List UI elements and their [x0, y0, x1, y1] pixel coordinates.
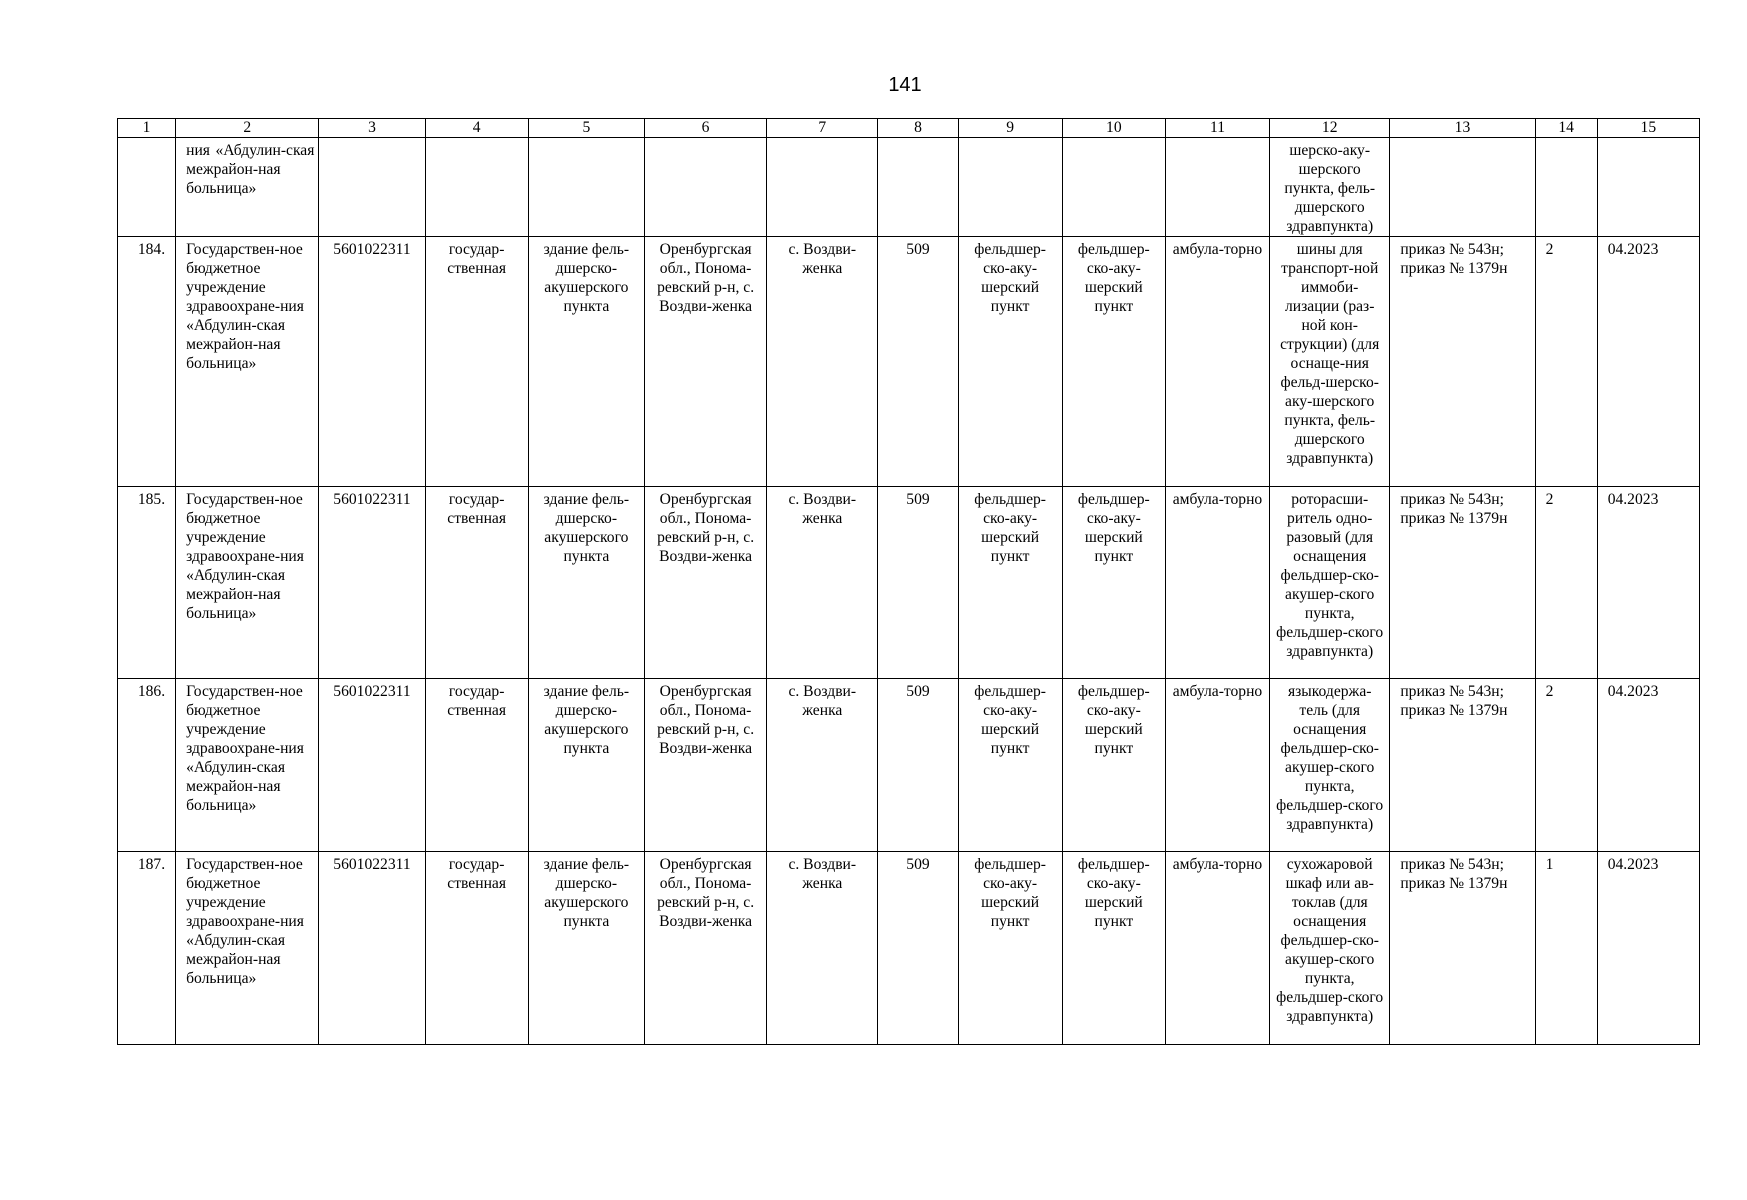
cell-ownership: государ-ственная — [425, 487, 528, 679]
cell-equipment: сухожаровой шкаф или ав-токлав (для оснащения фельдшер-ско-акушер-ского пункта, фельдшер-ского здравпункта) — [1270, 852, 1390, 1045]
cell-row-number: 185. — [118, 487, 176, 679]
cell-empty — [1062, 138, 1165, 237]
column-number: 6 — [644, 119, 766, 138]
cell-settlement: с. Воздви-женка — [767, 679, 878, 852]
cell-unit: фельдшер-ско-аку-шерский пункт — [958, 487, 1062, 679]
cell-quantity: 1 — [1535, 852, 1597, 1045]
cell-equipment-continued: шерско-аку-шерского пункта, фель-дшерского здравпункта) — [1270, 138, 1390, 237]
cell-unit-type: фельдшер-ско-аку-шерский пункт — [1062, 487, 1165, 679]
cell-address: Оренбургская обл., Понома-ревский р-н, с. Воздви-женка — [644, 487, 766, 679]
cell-building: здание фель-дшерско-акушерского пункта — [528, 487, 644, 679]
cell-empty — [878, 138, 958, 237]
column-number: 14 — [1535, 119, 1597, 138]
cell-empty — [319, 138, 425, 237]
continuation-row — [118, 138, 1700, 237]
cell-quantity: 2 — [1535, 487, 1597, 679]
cell-unit-type: фельдшер-ско-аку-шерский пункт — [1062, 237, 1165, 487]
cell-condition: амбула-торно — [1165, 237, 1269, 487]
page-number: 141 — [888, 74, 922, 96]
cell-address: Оренбургская обл., Понома-ревский р-н, с. Воздви-женка — [644, 237, 766, 487]
cell-ownership: государ-ственная — [425, 679, 528, 852]
cell-quantity: 2 — [1535, 237, 1597, 487]
cell-ownership: государ-ственная — [425, 852, 528, 1045]
cell-unit: фельдшер-ско-аку-шерский пункт — [958, 237, 1062, 487]
table-row — [118, 487, 1700, 679]
cell-code: 509 — [878, 237, 958, 487]
cell-settlement: с. Воздви-женка — [767, 852, 878, 1045]
column-number: 7 — [767, 119, 878, 138]
cell-date: 04.2023 — [1597, 852, 1699, 1045]
cell-inn: 5601022311 — [319, 487, 425, 679]
column-number: 12 — [1270, 119, 1390, 138]
cell-unit-type: фельдшер-ско-аку-шерский пункт — [1062, 679, 1165, 852]
cell-empty — [528, 138, 644, 237]
cell-order: приказ № 543н; приказ № 1379н — [1390, 852, 1535, 1045]
table-row — [118, 679, 1700, 852]
cell-code: 509 — [878, 852, 958, 1045]
cell-date: 04.2023 — [1597, 679, 1699, 852]
cell-empty — [1597, 138, 1699, 237]
cell-code: 509 — [878, 487, 958, 679]
cell-order: приказ № 543н; приказ № 1379н — [1390, 237, 1535, 487]
cell-condition: амбула-торно — [1165, 679, 1269, 852]
cell-code: 509 — [878, 679, 958, 852]
cell-settlement: с. Воздви-женка — [767, 237, 878, 487]
table-row — [118, 852, 1700, 1045]
cell-institution-continued: ния «Абдулин-ская межрайон-ная больница» — [176, 138, 319, 237]
cell-unit-type: фельдшер-ско-аку-шерский пункт — [1062, 852, 1165, 1045]
column-number: 2 — [176, 119, 319, 138]
column-number: 11 — [1165, 119, 1269, 138]
table-row — [118, 237, 1700, 487]
column-number: 9 — [958, 119, 1062, 138]
column-number: 1 — [118, 119, 176, 138]
cell-building: здание фель-дшерско-акушерского пункта — [528, 852, 644, 1045]
cell-order: приказ № 543н; приказ № 1379н — [1390, 487, 1535, 679]
cell-institution: Государствен-ное бюджетное учреждение здравоохране-ния «Абдулин-ская межрайон-ная больница» — [176, 679, 319, 852]
cell-condition: амбула-торно — [1165, 852, 1269, 1045]
cell-address: Оренбургская обл., Понома-ревский р-н, с. Воздви-женка — [644, 679, 766, 852]
cell-quantity: 2 — [1535, 679, 1597, 852]
cell-row-number: 184. — [118, 237, 176, 487]
cell-address: Оренбургская обл., Понома-ревский р-н, с. Воздви-женка — [644, 852, 766, 1045]
cell-unit: фельдшер-ско-аку-шерский пункт — [958, 852, 1062, 1045]
column-number: 13 — [1390, 119, 1535, 138]
cell-inn: 5601022311 — [319, 237, 425, 487]
cell-empty — [767, 138, 878, 237]
cell-institution: Государствен-ное бюджетное учреждение здравоохране-ния «Абдулин-ская межрайон-ная больница» — [176, 237, 319, 487]
cell-inn: 5601022311 — [319, 852, 425, 1045]
cell-empty — [118, 138, 176, 237]
cell-institution: Государствен-ное бюджетное учреждение здравоохране-ния «Абдулин-ская межрайон-ная больница» — [176, 487, 319, 679]
cell-empty — [958, 138, 1062, 237]
cell-equipment: языкодержа-тель (для оснащения фельдшер-ско-акушер-ского пункта, фельдшер-ского здравпункта) — [1270, 679, 1390, 852]
cell-equipment: шины для транспорт-ной иммоби-лизации (раз-ной кон-струкции) (для оснаще-ния фельд-шерско-аку-шерского пункта, фель-дшерского здравпункта) — [1270, 237, 1390, 487]
column-number: 15 — [1597, 119, 1699, 138]
column-number: 10 — [1062, 119, 1165, 138]
cell-date: 04.2023 — [1597, 237, 1699, 487]
column-number: 4 — [425, 119, 528, 138]
column-number: 5 — [528, 119, 644, 138]
cell-settlement: с. Воздви-женка — [767, 487, 878, 679]
cell-ownership: государ-ственная — [425, 237, 528, 487]
cell-building: здание фель-дшерско-акушерского пункта — [528, 679, 644, 852]
equipment-registry-table — [117, 118, 1700, 1045]
cell-building: здание фель-дшерско-акушерского пункта — [528, 237, 644, 487]
cell-date: 04.2023 — [1597, 487, 1699, 679]
cell-inn: 5601022311 — [319, 679, 425, 852]
cell-empty — [425, 138, 528, 237]
cell-order: приказ № 543н; приказ № 1379н — [1390, 679, 1535, 852]
cell-empty — [1535, 138, 1597, 237]
cell-row-number: 187. — [118, 852, 176, 1045]
cell-row-number: 186. — [118, 679, 176, 852]
cell-empty — [644, 138, 766, 237]
cell-empty — [1165, 138, 1269, 237]
cell-institution: Государствен-ное бюджетное учреждение здравоохране-ния «Абдулин-ская межрайон-ная больница» — [176, 852, 319, 1045]
cell-unit: фельдшер-ско-аку-шерский пункт — [958, 679, 1062, 852]
cell-equipment: роторасши-ритель одно-разовый (для оснащения фельдшер-ско-акушер-ского пункта, фельдшер-ского здравпункта) — [1270, 487, 1390, 679]
column-number: 8 — [878, 119, 958, 138]
cell-condition: амбула-торно — [1165, 487, 1269, 679]
cell-empty — [1390, 138, 1535, 237]
column-number: 3 — [319, 119, 425, 138]
column-number-row — [118, 119, 1700, 138]
